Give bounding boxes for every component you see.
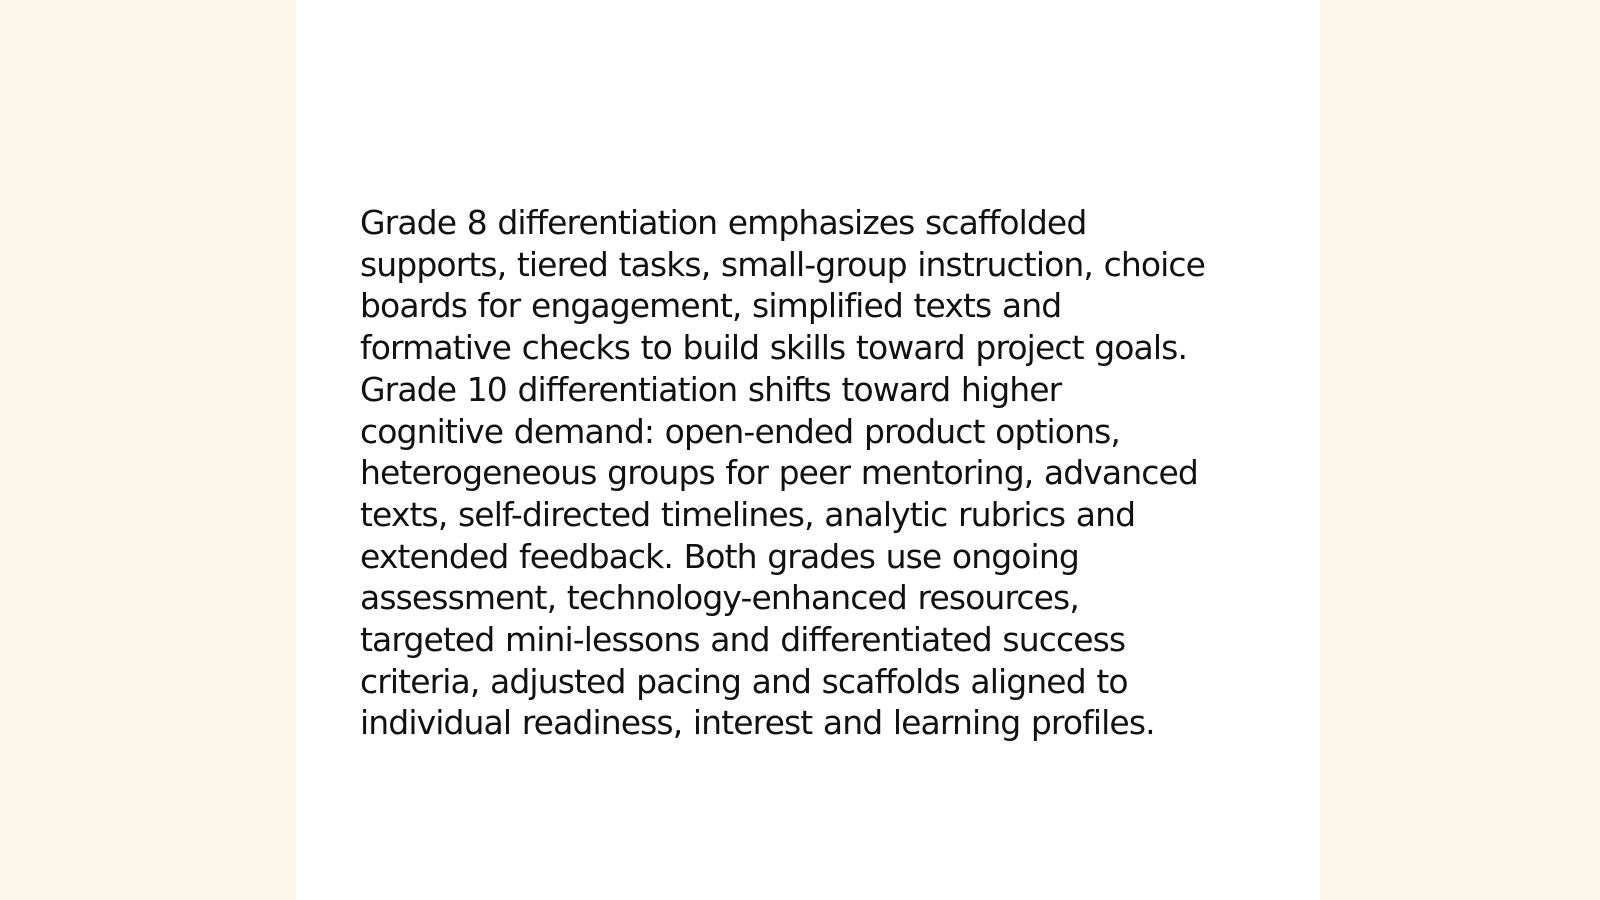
document-page (296, 0, 1320, 900)
body-paragraph (360, 202, 1250, 744)
paragraph-line-3: boards for engagement, simplified texts and (360, 286, 1062, 326)
paragraph-line-5: Grade 10 differentiation shifts toward higher (360, 369, 1062, 409)
paragraph-line-10: assessment, technology-enhanced resources, (360, 578, 1079, 618)
paragraph-line-9: extended feedback. Both grades use ongoing (360, 536, 1079, 576)
paragraph-line-13: individual readiness, interest and learning profiles. (360, 703, 1155, 743)
paragraph-line-1: Grade 8 differentiation emphasizes scaffolded (360, 203, 1087, 242)
paragraph-line-11: targeted mini-lessons and differentiated success (360, 620, 1126, 660)
paragraph-line-6: cognitive demand: open-ended product options, (360, 411, 1120, 451)
paragraph-line-2: supports, tiered tasks, small-group instruction, choice (360, 244, 1206, 284)
paragraph-line-7: heterogeneous groups for peer mentoring, advanced (360, 453, 1198, 493)
paragraph-line-12: criteria, adjusted pacing and scaffolds aligned to (360, 661, 1128, 701)
paragraph-line-8: texts, self-directed timelines, analytic rubrics and (360, 494, 1136, 534)
paragraph-line-4: formative checks to build skills toward project goals. (360, 328, 1188, 368)
